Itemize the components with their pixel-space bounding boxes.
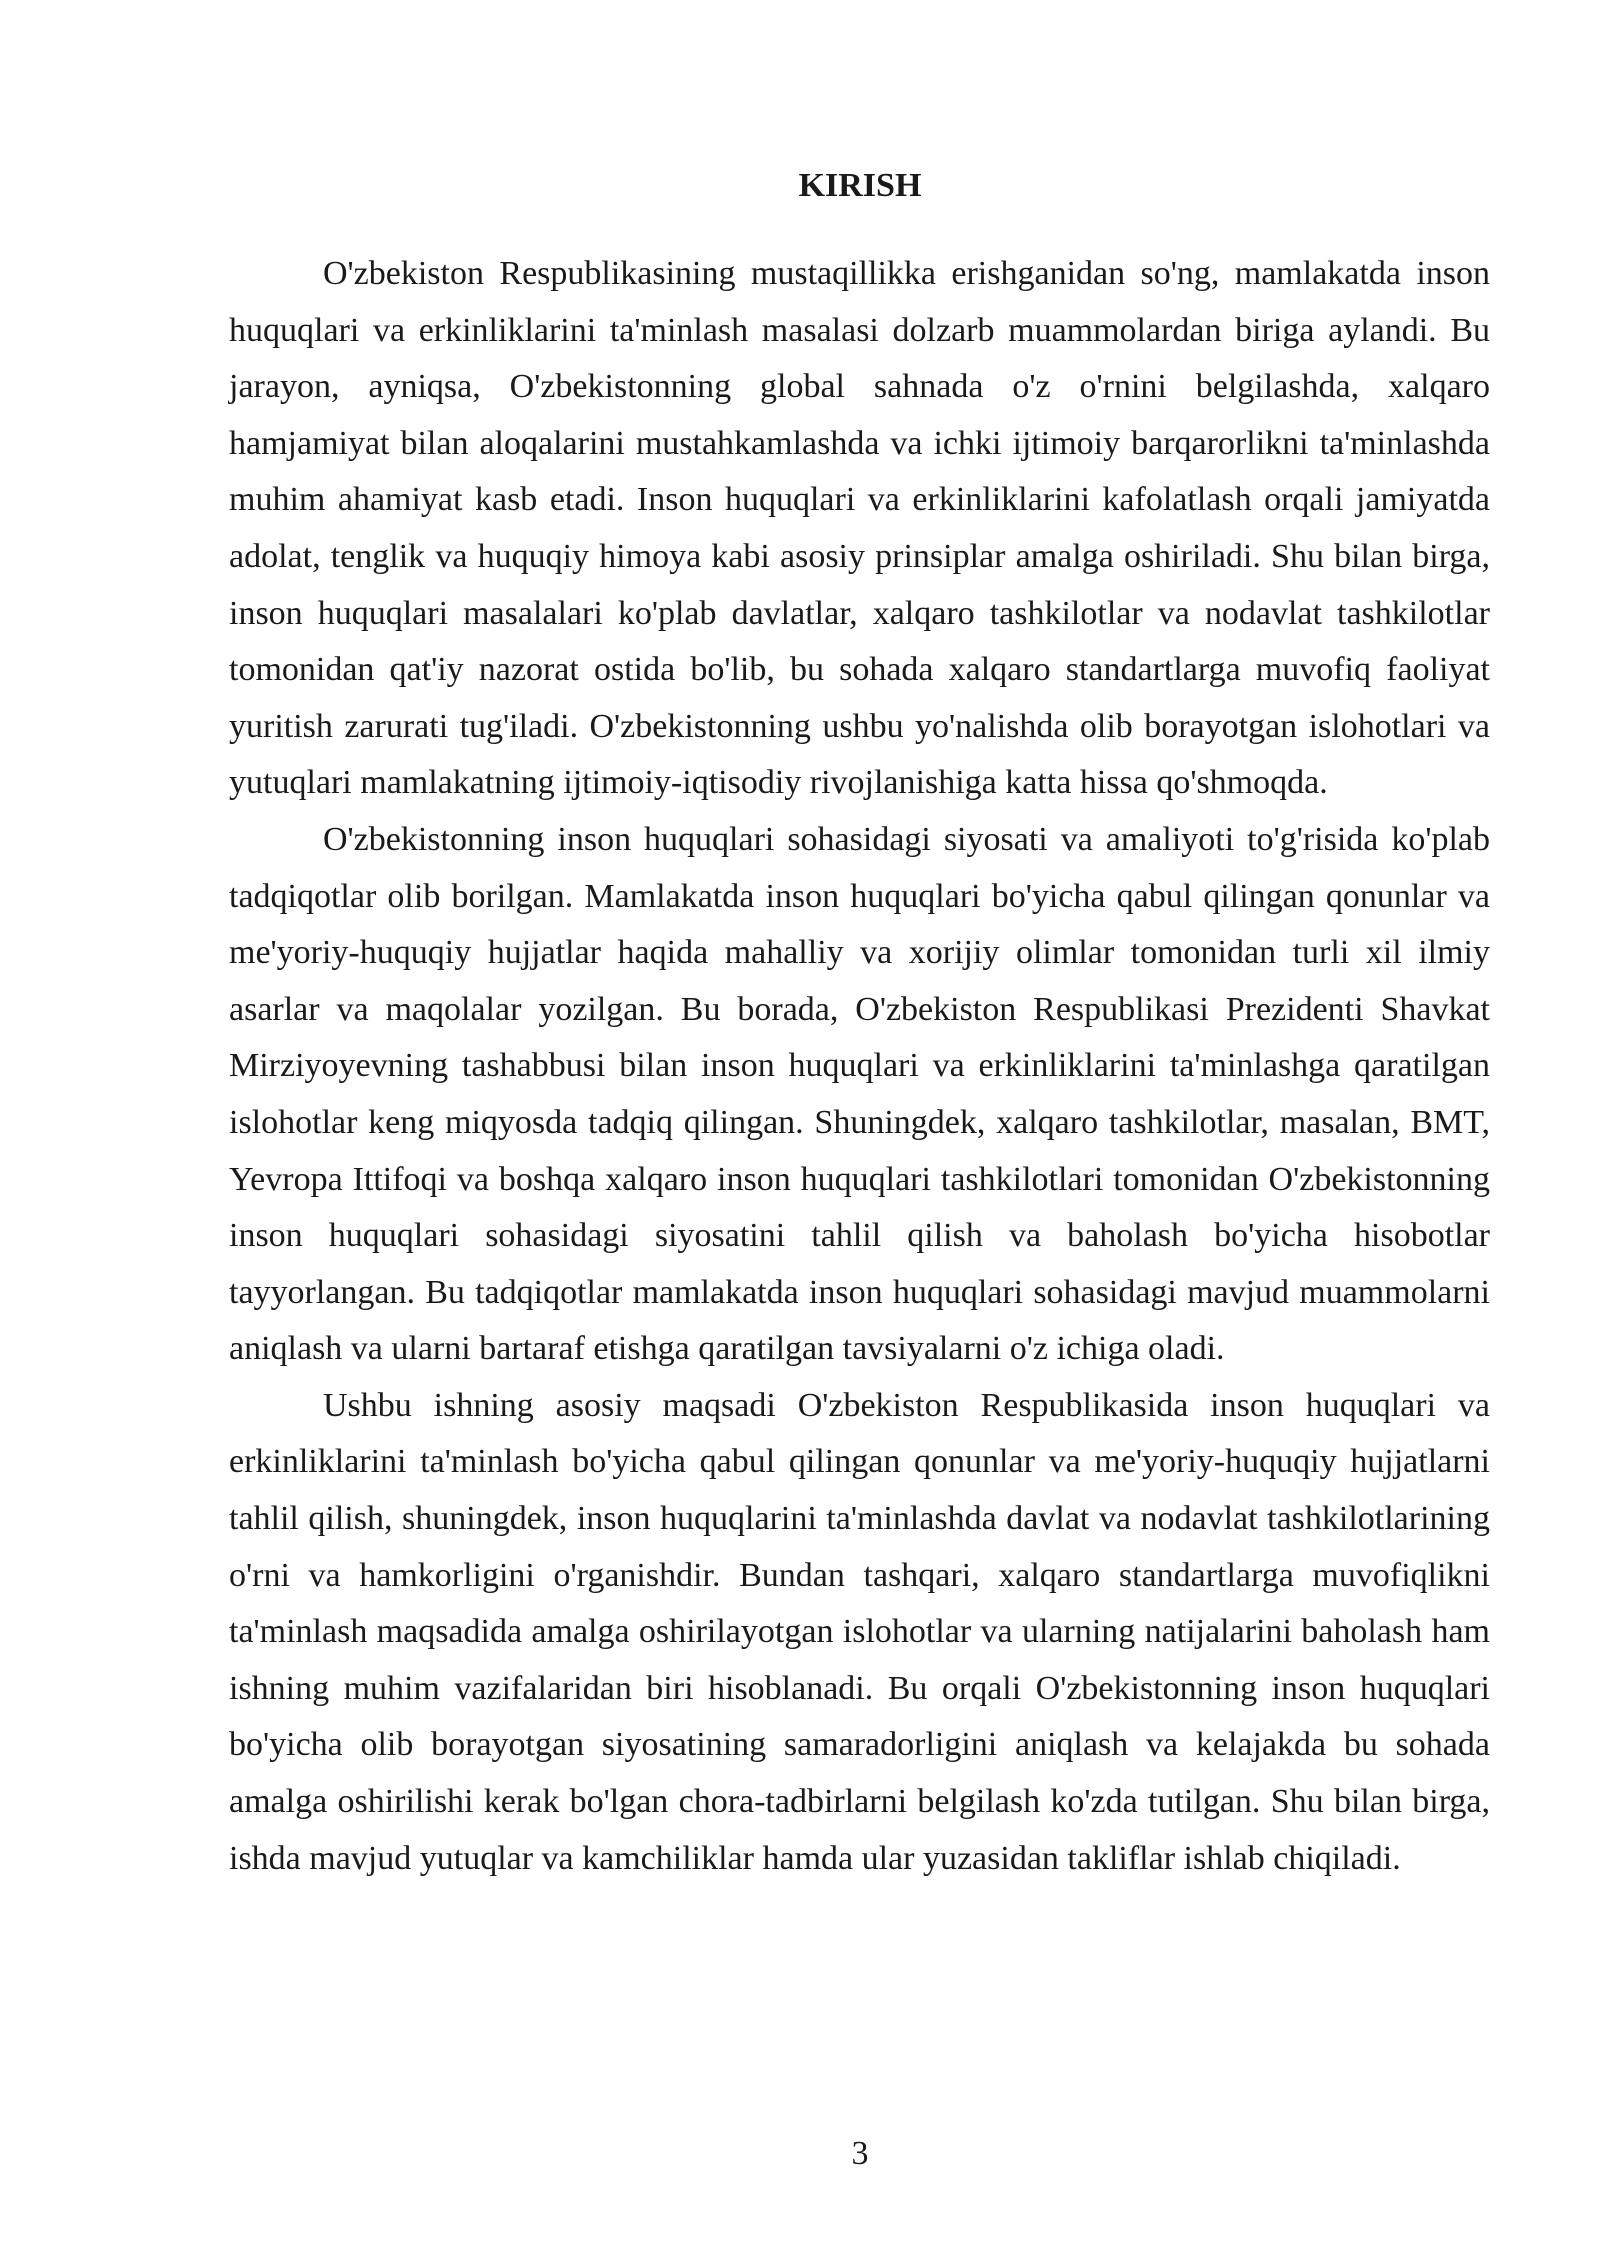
body-text: [229, 246, 1490, 1887]
paragraph-3: Ushbu ishning asosiy maqsadi O'zbekiston Respublikasida inson huquqlari va erkinliklarini ta'minlash bo'yicha qabul qilingan qonunlar va me'yoriy-huquqiy hujjatlarni tahlil qilish, shuningdek, inson huquqlarini ta'minlashda davlat va nodavlat tashkilotlarining o'rni va hamkorligini o'rganishdir. Bundan tashqari, xalqaro standartlarga muvofiqlikni ta'minlash maqsadida amalga oshirilayotgan islohotlar va ularning natijalarini baholash ham ishning muhim vazifalaridan biri hisoblanadi. Bu orqali O'zbekistonning inson huquqlari bo'yicha olib borayotgan siyosatining samaradorligini aniqlash va kelajakda bu sohada amalga oshirilishi kerak bo'lgan chora-tadbirlarni belgilash ko'zda tutilgan. Shu bilan birga, ishda mavjud yutuqlar va kamchiliklar hamda ular yuzasidan takliflar ishlab chiqiladi.: [229, 1386, 1490, 1877]
paragraph-2: O'zbekistonning inson huquqlari sohasidagi siyosati va amaliyoti to'g'risida ko'plab tadqiqotlar olib borilgan. Mamlakatda inson huquqlari bo'yicha qabul qilingan qonunlar va me'yoriy-huquqiy hujjatlar haqida mahalliy va xorijiy olimlar tomonidan turli xil ilmiy asarlar va maqolalar yozilgan. Bu borada, O'zbekiston Respublikasi Prezidenti Shavkat Mirziyoyevning tashabbusi bilan inson huquqlari va erkinliklarini ta'minlashga qaratilgan islohotlar keng miqyosda tadqiq qilingan. Shuningdek, xalqaro tashkilotlar, masalan, BMT, Yevropa Ittifoqi va boshqa xalqaro inson huquqlari tashkilotlari tomonidan O'zbekistonning inson huquqlari sohasidagi siyosatini tahlil qilish va baholash bo'yicha hisobotlar tayyorlangan. Bu tadqiqotlar mamlakatda inson huquqlari sohasidagi mavjud muammolarni aniqlash va ularni bartaraf etishga qaratilgan tavsiyalarni o'z ichiga oladi.: [229, 820, 1490, 1368]
paragraph-1: O'zbekiston Respublikasining mustaqillikka erishganidan so'ng, mamlakatda inson huquqlari va erkinliklarini ta'minlash masalasi dolzarb muammolardan biriga aylandi. Bu jarayon, ayniqsa, O'zbekistonning global sahnada o'z o'rnini belgilashda, xalqaro hamjamiyat bilan aloqalarini mustahkamlashda va ichki ijtimoiy barqarorlikni ta'minlashda muhim ahamiyat kasb etadi. Inson huquqlari va erkinliklarini kafolatlash orqali jamiyatda adolat, tenglik va huquqiy himoya kabi asosiy prinsiplar amalga oshiriladi. Shu bilan birga, inson huquqlari masalalari ko'plab davlatlar, xalqaro tashkilotlar va nodavlat tashkilotlar tomonidan qat'iy nazorat ostida bo'lib, bu sohada xalqaro standartlarga muvofiq faoliyat yuritish zarurati tug'iladi. O'zbekistonning ushbu yo'nalishda olib borayotgan islohotlari va yutuqlari mamlakatning ijtimoiy-iqtisodiy rivojlanishiga katta hissa qo'shmoqda.: [229, 255, 1490, 802]
page-number: 3: [851, 2135, 869, 2172]
section-title: KIRISH: [798, 167, 922, 204]
